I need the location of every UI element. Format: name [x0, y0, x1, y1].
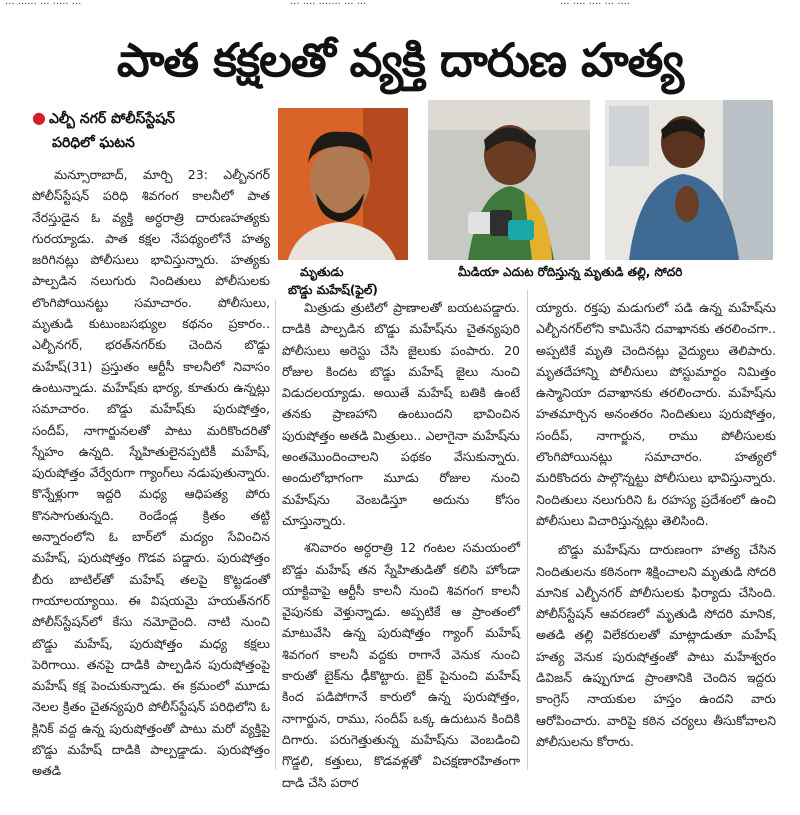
column-3-paragraph-1: య్యారు. రక్తపు మడుగులో పడి ఉన్న మహేష్‌ను ఎల్బీనగర్‌లోని కామినేని దవాఖానకు తరలించగా.. అప్పటికే మృతి చెందినట్లు వైద్యులు తెలిపారు. మృతదేహాన్ని పోలీసులు పోస్టుమార్టం నిమిత్తం ఉస్మానియా దవాఖానకు తరలించారు. మహేష్‌ను హతమార్చిన అనంతరం నిందితులు పురుషోత్తం, సందీప్, నాగార్జున, రాము పోలీసులకు లొంగిపోయినట్లు సమాచారం. హత్యలో మరికొందరు పాల్గొన్నట్టు పోలీసులు భావిస్తున్నారు. నిందితులు నలుగురిని ఓ రహస్య ప్రదేశంలో ఉంచి పోలీసులు విచారిస్తున్నట్లు తెలిసింది. [536, 300, 776, 528]
headline: పాత కక్షలతో వ్యక్తి దారుణ హత్య [116, 33, 684, 87]
sister-photo [605, 100, 773, 260]
victim-photo [278, 108, 408, 260]
column-1-paragraph: మన్సూరాబాద్, మార్చి 23: ఎల్బీనగర్ పోలీస్‌స్టేషన్ పరిధి శివగంగ కాలనీలో పాత నేరస్తుడైన ఓ వ్యక్తి అర్ధరాత్రి దారుణహత్యకు గురయ్యాడు. పాత కక్షల నేపథ్యంలోనే హత్య జరిగినట్లు పోలీసులు భావిస్తున్నారు. హత్యకు పాల్పడిన నలుగురు నిందితులు పోలీసులకు లొంగిపోయినట్టు సమాచారం. పోలీసులు, మృతుడి కుటుంబసభ్యుల కథనం ప్రకారం.. ఎల్బీనగర్, భరత్‌నగర్‌కు చెందిన బొడ్డు మహేష్(31) ప్రస్తుతం ఆర్టీసీ కాలనీలో నివాసం ఉంటున్నాడు. మహేష్‌కు భార్య, కూతురు ఉన్నట్లు సమాచారం. బొడ్డు మహేష్‌కు పురుషోత్తం, సందీప్, నాగార్జునలతో పాటు మరికొందరితో స్నేహం ఉన్నది. స్నేహితులైనప్పటికీ మహేష్, పురుషోత్తం వేర్వేరుగా గ్యాంగ్‌లు నడుపుతున్నారు. కొన్నేళ్లుగా ఇద్దరి మధ్య ఆధిపత్య పోరు కొనసాగుతున్నది. రెండేండ్ల క్రితం తట్టి అన్నారంలోని ఓ బార్‌లో మద్యం సేవించిన మహేష్, పురుషోత్తం గొడవ పడ్డారు. పురుషోత్తం బీరు బాటిల్‌తో మహేష్ తలపై కొట్టడంతో గాయాలయ్యాయి. ఈ విషయమై హయత్‌నగర్ పోలీస్‌స్టేషన్‌లో కేసు నమోదైంది. నాటి నుంచి బొడ్డు మహేష్, పురుషోత్తం మధ్య కక్షలు పెరిగాయి. తనపై దాడికి పాల్పడిన పురుషోత్తంపై మహేష్ కక్ష పెంచుకున్నాడు. ఈ క్రమంలో మూడు నెలల క్రితం చైతన్యపురి పోలీస్‌స్టేషన్ పరిధిలోని ఓ క్లినిక్ వద్ద ఉన్న పురుషోత్తంతో పాటు మరో వ్యక్తిపై బొడ్డు మహేష్ దాడికి పాల్పడ్డాడు. పురుషోత్తం అతడి [32, 167, 270, 779]
mother-photo [428, 100, 590, 260]
top-strip [0, 0, 800, 14]
article-column-3 [536, 297, 776, 752]
column-2-paragraph-2: శనివారం అర్ధరాత్రి 12 గంటల సమయంలో బొడ్డు మహేష్ తన స్నేహితుడితో కలిసి హోండా యాక్టివాపై ఆర్టీసీ కాలనీ నుంచి శివగంగ కాలనీ వైపునకు వెళ్తున్నాడు. అప్పటికే ఆ ప్రాంతంలో మాటువేసి ఉన్న పురుషోత్తం గ్యాంగ్ మహేష్ శివగంగ కాలనీ వద్దకు రాగానే వెనుక నుంచి కారుతో బైక్‌ను ఢీకొట్టారు. బైక్ పైనుంచి మహేష్ కింద పడిపోగానే కారులో ఉన్న పురుషోత్తం, నాగార్జున, రాము, సందీప్ ఒక్క ఉదుటున కిందికి దిగారు. పరుగెత్తుతున్న మహేష్‌ను వెంబడించి గొడ్డలి, కత్తులు, కొడవళ్లతో విచక్షణారహితంగా దాడి చేసి పరార [282, 540, 520, 790]
kicker [32, 106, 262, 155]
column-divider-1 [275, 300, 276, 770]
top-strip-text-1: ... ...... ... ..... ... [5, 0, 82, 7]
top-strip-text-2: ... .... ....... ... ... [290, 0, 367, 7]
kicker-line-2: పరిధిలో ఘటన [52, 135, 135, 151]
kicker-line-1: ఎల్బీ నగర్ పోలీస్‌స్టేషన్ [48, 111, 176, 127]
family-caption: మీడియా ఎదుట రోదిస్తున్న మృతుడి తల్లి, సోదరి [458, 265, 683, 279]
article-column-2 [282, 297, 520, 793]
top-strip-text-3: ... .... .... ... .... [560, 0, 630, 7]
column-divider-2 [527, 290, 528, 770]
victim-caption-1: మృతుడు [300, 265, 344, 279]
column-3-paragraph-2: బొడ్డు మహేష్‌ను దారుణంగా హత్య చేసిన నిందితులను కఠినంగా శిక్షించాలని మృతుడి సోదరి మానిక ఎల్బీనగర్ పోలీసులకు ఫిర్యాదు చేసింది. పోలీస్‌స్టేషన్ ఆవరణలో మృతుడి సోదరి మానిక, అతడి తల్లి విలేకరులతో మాట్లాడుతూ మహేష్ హత్య వెనుక పురుషోత్తంతో పాటు మహేశ్వరం డివిజన్ ఉప్పుగూడ ప్రాంతానికి చెందిన ఇద్దరు కాంగ్రెస్ నాయకుల హస్తం ఉందని వారు ఆరోపించారు. వారిపై కఠిన చర్యలు తీసుకోవాలని పోలీసులను కోరారు. [536, 542, 776, 749]
column-2-paragraph-1: మిత్రుడు త్రుటిలో ప్రాణాలతో బయటపడ్డారు. దాడికి పాల్పడిన బొడ్డు మహేష్‌ను చైతన్యపురి పోలీసులు అరెస్టు చేసి జైలుకు పంపారు. 20 రోజుల కిందట బొడ్డు మహేష్ జైలు నుంచి విడుదలయ్యాడు. అయితే మహేష్ బతికి ఉంటే తనకు ప్రాణహాని ఉంటుందని భావించిన పురుషోత్తం అతడి మిత్రులు.. ఎలాగైనా మహేష్‌ను అంతమొందించాలని పథకం వేసుకున్నారు. అందులోభాగంగా మూడు రోజుల నుంచి మహేష్‌ను వెంబడిస్తూ అదును కోసం చూస్తున్నారు. [282, 300, 520, 528]
article-column-1 [32, 164, 270, 782]
bullet-dot-icon: ● [32, 108, 46, 127]
victim-caption-2: బొడ్డు మహేష్(ఫైల్) [288, 283, 378, 297]
